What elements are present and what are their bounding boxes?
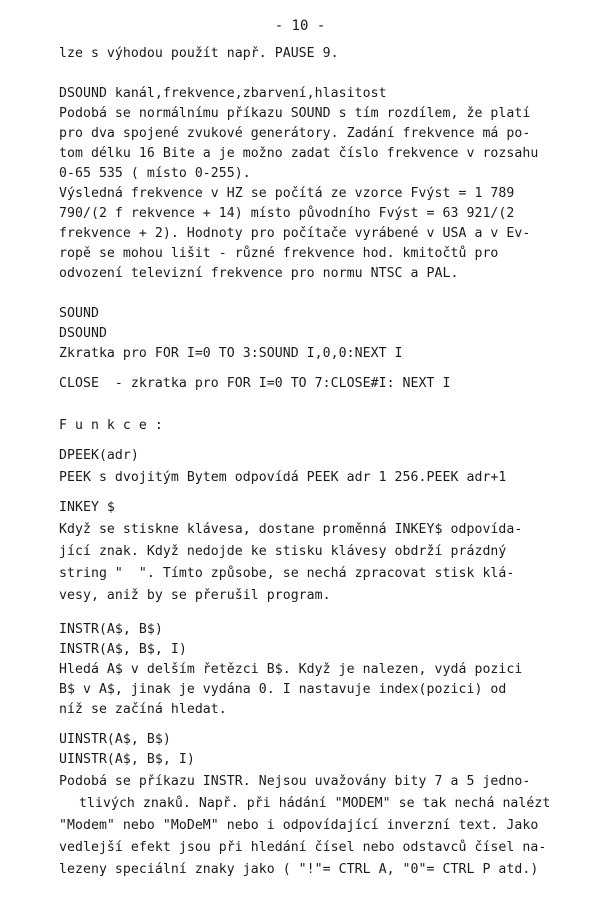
command-heading-sound: SOUND: [59, 306, 99, 321]
text-line: Když se stiskne klávesa, dostane proměnná INKEY$ odpovída-: [59, 522, 523, 537]
function-heading-uinstr: UINSTR(A$, B$): [59, 732, 171, 747]
function-heading-instr-i: INSTR(A$, B$, I): [59, 642, 187, 657]
text-line: tlivých znaků. Např. při hádání "MODEM" se tak nechá nalézt: [79, 796, 551, 811]
function-heading-instr: INSTR(A$, B$): [59, 622, 163, 637]
text-line: "Modem" nebo "MoDeM" nebo i odpovídající inverzní text. Jako: [59, 818, 539, 833]
page-number: - 10 -: [274, 18, 326, 34]
text-line: 790/(2 f rekvence + 14) místo původního Fvýst = 63 921/(2: [59, 206, 515, 221]
text-line: string " ". Tímto způsobe, se nechá zpracovat stisk klá-: [59, 566, 515, 581]
text-line: Hledá A$ v delším řetězci B$. Když je nalezen, vydá pozici: [59, 662, 523, 677]
text-line: vesy, aniž by se přerušil program.: [59, 588, 331, 603]
text-line: lze s výhodou použít např. PAUSE 9.: [59, 46, 339, 61]
text-line: odvození televizní frekvence pro normu NTSC a PAL.: [59, 266, 459, 281]
function-heading-uinstr-i: UINSTR(A$, B$, I): [59, 752, 195, 767]
text-line: B$ v A$, jinak je vydána 0. I nastavuje index(pozici) od: [59, 682, 507, 697]
text-line: PEEK s dvojitým Bytem odpovídá PEEK adr 1 256.PEEK adr+1: [59, 470, 507, 485]
command-heading-dsound: DSOUND: [59, 326, 107, 341]
text-line: frekvence + 2). Hodnoty pro počítače vyrábené v USA a v Ev-: [59, 226, 531, 241]
text-line: Zkratka pro FOR I=0 TO 3:SOUND I,0,0:NEXT I: [59, 346, 403, 361]
text-line: Podobá se normálnímu příkazu SOUND s tím rozdílem, že platí: [59, 106, 531, 121]
text-line: ropě se mohou lišit - různé frekvence hod. kmitočtů pro: [59, 246, 499, 261]
text-line: tom délku 16 Bite a je možno zadat číslo frekvence v rozsahu: [59, 146, 539, 161]
text-line: Podobá se příkazu INSTR. Nejsou uvažovány bity 7 a 5 jedno-: [59, 774, 531, 789]
text-line: vedlejší efekt jsou při hledání čísel nebo odstavců čísel na-: [59, 840, 547, 855]
text-line: Výsledná frekvence v HZ se počítá ze vzorce Fvýst = 1 789: [59, 186, 515, 201]
text-line: pro dva spojené zvukové generátory. Zadání frekvence má po-: [59, 126, 531, 141]
text-line: jící znak. Když nedojde ke stisku klávesy obdrží prázdný: [59, 544, 507, 559]
function-heading-inkey: INKEY $: [59, 500, 115, 515]
text-line: 0-65 535 ( místo 0-255).: [59, 166, 251, 181]
text-line: níž se začíná hledat.: [59, 702, 227, 717]
command-heading-close: CLOSE - zkratka pro FOR I=0 TO 7:CLOSE#I: NEXT I: [59, 376, 451, 391]
function-heading-dpeek: DPEEK(adr): [59, 448, 139, 463]
section-heading-funkce: F u n k c e :: [59, 418, 163, 433]
text-line: lezeny speciální znaky jako ( "!"= CTRL A, "0"= CTRL P atd.): [59, 862, 539, 877]
command-heading-dsound: DSOUND kanál,frekvence,zbarvení,hlasitost: [59, 86, 387, 101]
